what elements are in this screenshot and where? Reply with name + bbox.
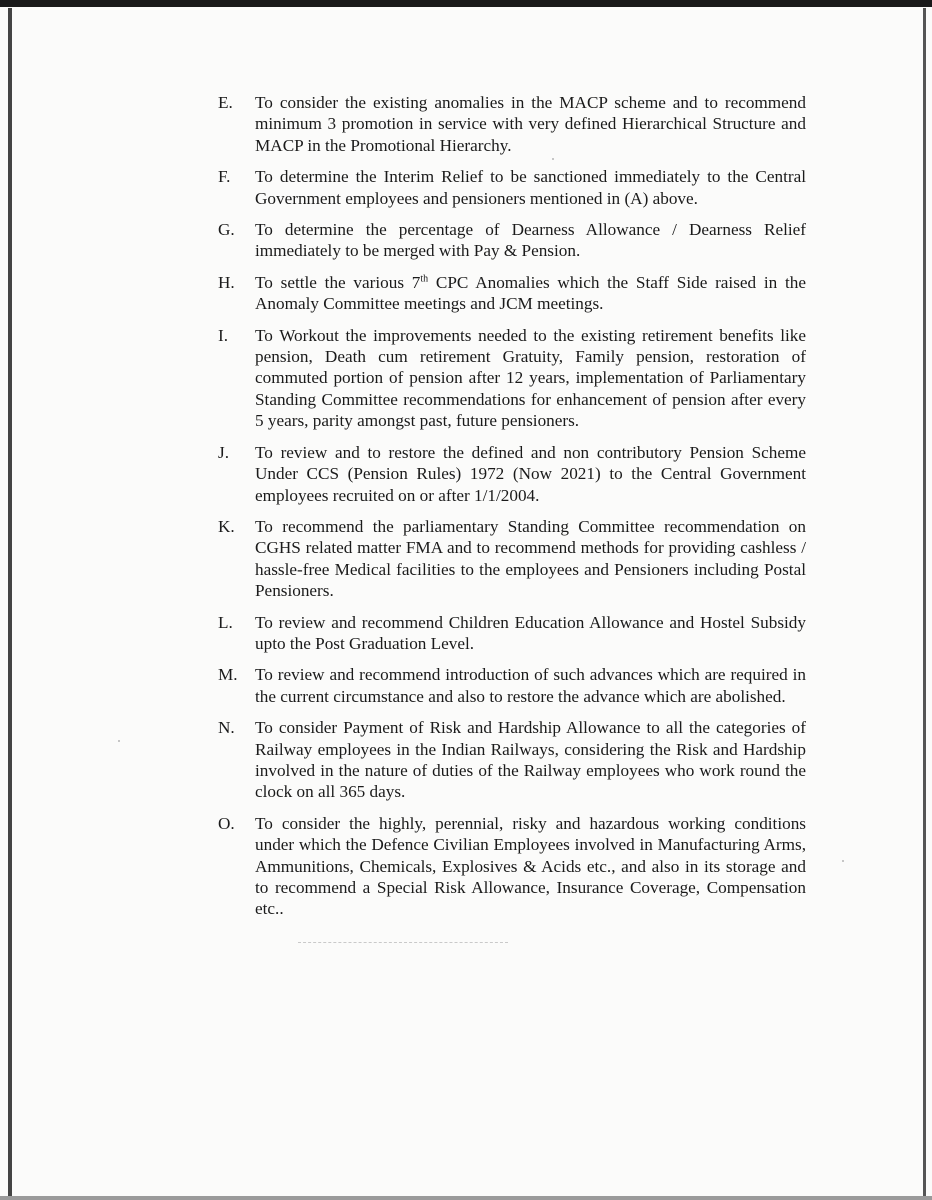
list-item-k xyxy=(218,516,806,602)
list-item-i xyxy=(218,325,806,432)
item-text: To review and to restore the defined and non contributory Pension Scheme Under CCS (Pension Rules) 1972 (Now 2021) to the Central Government employees recruited on or after 1/1/2004. xyxy=(255,442,806,505)
item-text: To review and recommend introduction of such advances which are required in the current circumstance and also to restore the advance which are abolished. xyxy=(255,665,806,706)
item-letter: H. xyxy=(218,272,235,292)
item-text xyxy=(255,272,806,315)
list-item-e xyxy=(218,92,806,156)
list-item-m xyxy=(218,664,806,707)
list-item-g xyxy=(218,219,806,262)
list-item-l xyxy=(218,612,806,655)
scan-edge-left xyxy=(8,8,12,1200)
scan-edge-bottom xyxy=(0,1196,932,1200)
scan-edge-top xyxy=(0,0,932,7)
list-item-h xyxy=(218,272,806,315)
list-item-j xyxy=(218,442,806,506)
item-letter: E. xyxy=(218,93,233,112)
item-letter: O. xyxy=(218,813,235,833)
item-letter: M. xyxy=(218,665,238,685)
item-text: To consider Payment of Risk and Hardship Allowance to all the categories of Railway employees in the Indian Railways, considering the Risk and Hardship involved in the nature of duties of the Railway employees who work round the clock on all 365 days. xyxy=(255,718,806,802)
scan-edge-right xyxy=(923,8,926,1200)
item-text: To determine the percentage of Dearness Allowance / Dearness Relief immediately to be merged with Pay & Pension. xyxy=(255,220,806,261)
scan-speck xyxy=(842,860,844,862)
item-text: To Workout the improvements needed to the existing retirement benefits like pension, Death cum retirement Gratuity, Family pension, restoration of commuted portion of pension after 12 years, implementation of Parliamentary Standing Committee recommendations for enhancement of pension after every 5 years, parity amongst past, future pensioners. xyxy=(255,325,806,431)
item-text-part: CPC Anomalies which the Staff Side raised in the Anomaly Committee meetings and JCM meetings. xyxy=(255,272,806,314)
item-text: To recommend the parliamentary Standing Committee recommendation on CGHS related matter FMA and to recommend methods for providing cashless / hassle-free Medical facilities to the employees and Pensioners including Postal Pensioners. xyxy=(255,516,806,601)
list-item-o xyxy=(218,813,806,920)
item-text-part: To settle the various 7 xyxy=(255,272,421,292)
item-text: To consider the existing anomalies in the MACP scheme and to recommend minimum 3 promotion in service with very defined Hierarchical Structure and MACP in the Promotional Hierarchy. xyxy=(255,93,806,155)
item-letter: L. xyxy=(218,612,233,632)
item-letter: J. xyxy=(218,442,229,462)
list-item-n xyxy=(218,717,806,803)
item-text: To consider the highly, perennial, risky and hazardous working conditions under which the Defence Civilian Employees involved in Manufacturing Arms, Ammunitions, Chemicals, Explosives & Acids etc., and also in its storage and to recommend a Special Risk Allowance, Insurance Coverage, Compensation etc.. xyxy=(255,813,806,919)
ordinal-superscript: th xyxy=(420,273,429,285)
faint-scan-line xyxy=(298,942,508,943)
item-text: To determine the Interim Relief to be sanctioned immediately to the Central Government employees and pensioners mentioned in (A) above. xyxy=(255,167,806,208)
item-text: To review and recommend Children Education Allowance and Hostel Subsidy upto the Post Graduation Level. xyxy=(255,612,806,653)
terms-of-reference-list xyxy=(218,92,806,930)
item-letter: I. xyxy=(218,325,229,345)
item-letter: G. xyxy=(218,220,235,240)
item-letter: N. xyxy=(218,718,235,738)
scan-speck xyxy=(118,740,120,742)
item-letter: F. xyxy=(218,167,231,187)
list-item-f xyxy=(218,166,806,209)
item-letter: K. xyxy=(218,516,235,536)
